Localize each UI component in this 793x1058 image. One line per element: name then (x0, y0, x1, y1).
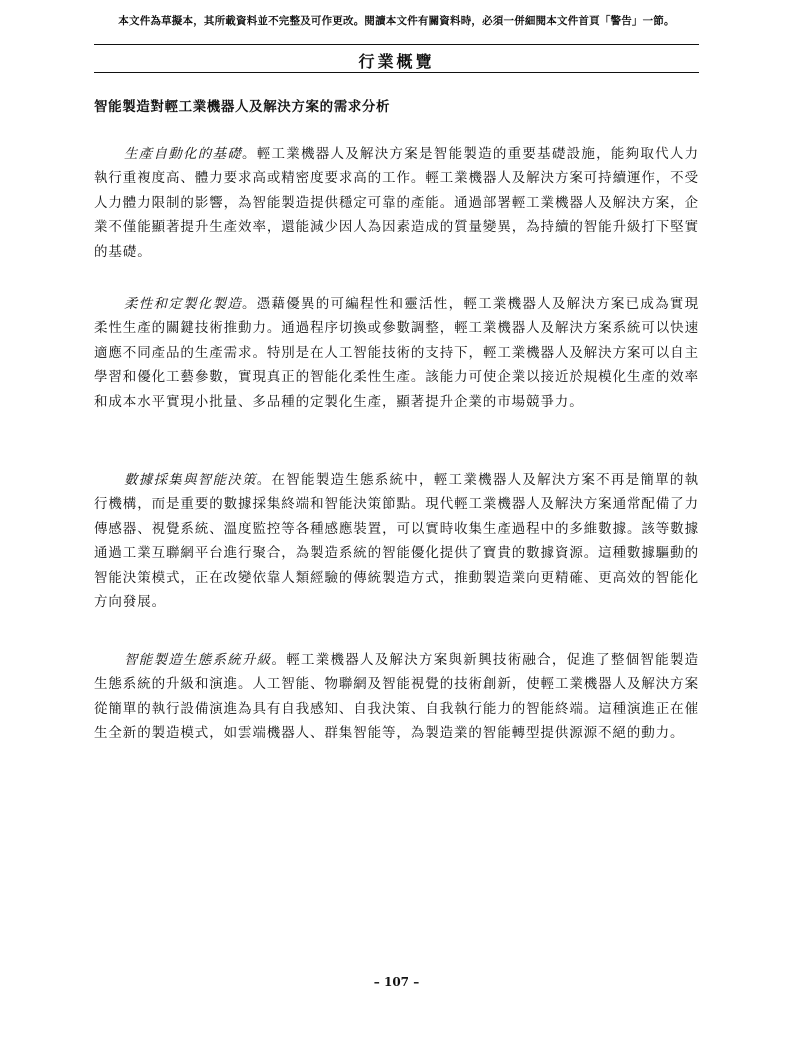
paragraph-body: 。輕工業機器人及解決方案是智能製造的重要基礎設施，能夠取代人力執行重複度高、體力要求高或精密度要求高的工作。輕工業機器人及解決方案可持續運作，不受人力體力限制的影響，為智能製造提供穩定可靠的產能。通過部署輕工業機器人及解決方案，企業不僅能顯著提升生產效率，還能減少因人為因素造成的質量變異，為持續的智能升級打下堅實的基礎。 (94, 146, 700, 260)
subheading: 智能製造對輕工業機器人及解決方案的需求分析 (94, 99, 391, 115)
draft-warning-banner: 本文件為草擬本，其所載資料並不完整及可作更改。閱讀本文件有關資料時，必須一併細閱本文件首頁「警告」一節。 (118, 15, 675, 27)
paragraph-body: 。憑藉優異的可編程性和靈活性，輕工業機器人及解決方案已成為實現柔性生產的關鍵技術推動力。通過程序切換或參數調整，輕工業機器人及解決方案系統可以快速適應不同產品的生產需求。特別是在人工智能技術的支持下，輕工業機器人及解決方案可以自主學習和優化工藝參數，實現真正的智能化柔性生產。該能力可使企業以接近於規模化生產的效率和成本水平實現小批量、多品種的定製化生產，顯著提升企業的市場競爭力。 (94, 296, 700, 410)
paragraph-data-collection (94, 468, 699, 614)
paragraph-flexible-manufacturing (94, 292, 699, 414)
page-number: – 107 – (373, 975, 420, 989)
paragraph-lead: 柔性和定製化製造 (124, 296, 243, 312)
paragraph-lead: 智能製造生態系統升級 (124, 652, 272, 668)
header-bottom-rule (94, 72, 699, 73)
paragraph-body: 。輕工業機器人及解決方案與新興技術融合，促進了整個智能製造生態系統的升級和演進。人工智能、物聯網及智能視覺的技術創新，使輕工業機器人及解決方案從簡單的執行設備演進為具有自我感知、自我決策、自我執行能力的智能終端。這種演進正在催生全新的製造模式，如雲端機器人、群集智能等，為製造業的智能轉型提供源源不絕的動力。 (94, 652, 699, 742)
paragraph-ecosystem-upgrade (94, 648, 699, 746)
paragraph-lead: 生產自動化的基礎 (124, 146, 243, 162)
paragraph-body: 。在智能製造生態系統中，輕工業機器人及解決方案不再是簡單的執行機構，而是重要的數據採集終端和智能決策節點。現代輕工業機器人及解決方案通常配備了力傳感器、視覺系統、溫度監控等各種感應裝置，可以實時收集生產過程中的多維數據。該等數據通過工業互聯網平台進行聚合，為製造系統的智能優化提供了寶貴的數據資源。這種數據驅動的智能決策模式，正在改變依靠人類經驗的傳統製造方式，推動製造業向更精確、更高效的智能化方向發展。 (94, 472, 699, 611)
section-title: 行業概覽 (358, 52, 435, 71)
header-top-rule (94, 44, 699, 45)
paragraph-production-automation (94, 142, 699, 264)
paragraph-lead: 數據採集與智能決策 (124, 472, 257, 488)
